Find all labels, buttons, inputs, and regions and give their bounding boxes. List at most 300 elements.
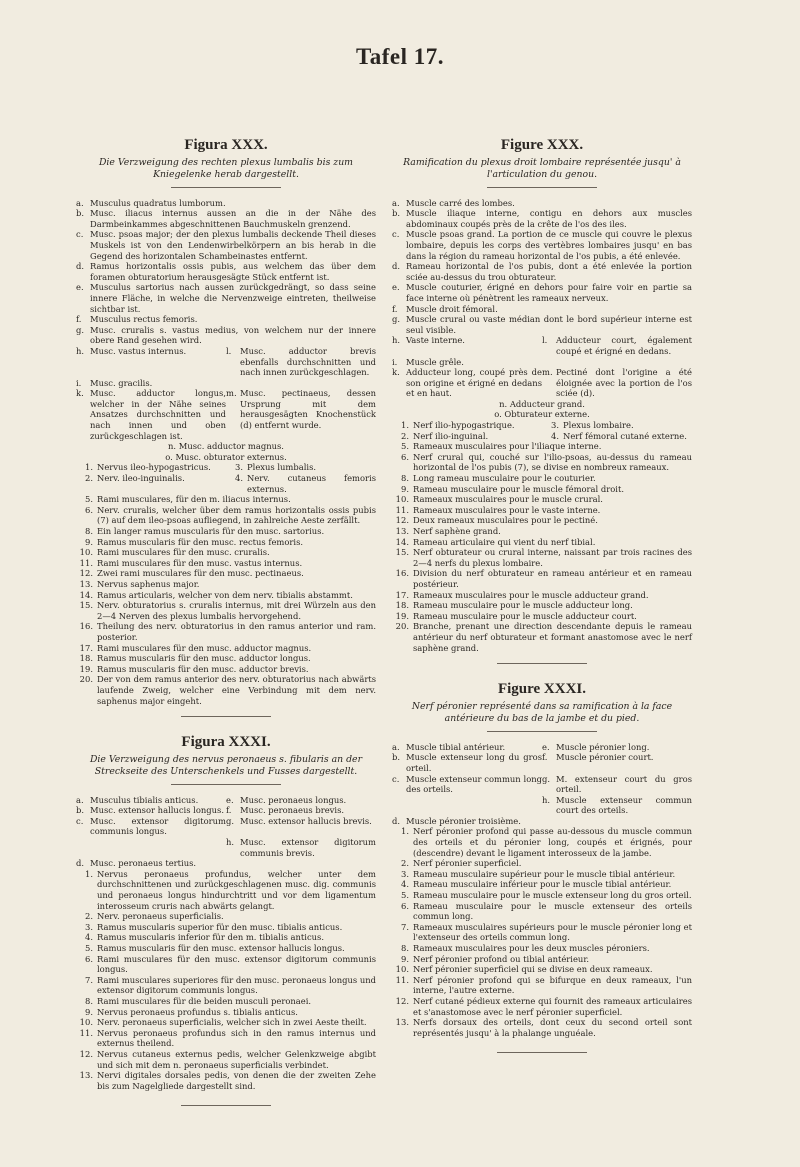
legend-pair-row (76, 816, 376, 837)
numbered-item (76, 537, 376, 548)
numbered-item (76, 643, 376, 654)
divider (171, 187, 281, 188)
item-text: Ramus articularis, welcher von dem nerv. tibialis abstammt. (97, 589, 353, 600)
legend-pair-row (392, 774, 692, 795)
numbered-item (542, 420, 692, 431)
numbered-item (76, 869, 376, 911)
item-number: 5. (85, 494, 93, 505)
item-number: 6. (401, 900, 409, 911)
numbered-pair-row (392, 420, 692, 431)
item-number: 19. (395, 610, 409, 621)
item-text: Nerv. ileo-inguinalis. (97, 473, 185, 484)
item-text: Muscle tibial antérieur. (406, 741, 506, 752)
item-label: b. (392, 752, 401, 763)
item-label: c. (392, 773, 400, 784)
legend-pair-row (392, 357, 692, 368)
numbered-item (76, 1070, 376, 1091)
divider (497, 1052, 587, 1053)
item-text: Muscle iliaque interne, contigu en dehors aux muscles abdominaux coupés près de la crête de l'os des iles. (406, 208, 692, 229)
item-text: Ramus muscularis für den musc. adductor brevis. (97, 663, 309, 674)
item-number: 12. (395, 995, 409, 1006)
item-label: f. (542, 752, 548, 763)
legend-item (392, 752, 542, 773)
item-text: Muscle crural ou vaste médian dont le bord supérieur interne est seul visible. (406, 314, 692, 335)
item-text: Muscle carré des lombes. (406, 197, 515, 208)
item-number: 10. (395, 494, 409, 505)
legend-pair-row (76, 378, 376, 389)
legend-item (542, 774, 692, 795)
item-label: g. (392, 314, 401, 325)
item-number: 11. (79, 557, 93, 568)
item-text: Ramus muscularis superior für den musc. tibialis anticus. (97, 921, 343, 932)
numbered-item (76, 674, 376, 706)
numbered-item (392, 515, 692, 526)
numbered-item (392, 420, 542, 431)
numbered-item (392, 494, 692, 505)
legend-item (392, 742, 542, 753)
numbered-item (76, 579, 376, 590)
legend-list (392, 198, 692, 654)
item-number: 16. (79, 621, 93, 632)
legend-item (392, 367, 542, 399)
item-number: 8. (85, 995, 93, 1006)
numbered-item (76, 568, 376, 579)
item-text: Muscle droit fémoral. (406, 303, 498, 314)
item-text: Rameau musculaire pour le muscle fémoral droit. (413, 483, 624, 494)
item-label: g. (542, 773, 551, 784)
item-number: 13. (79, 1070, 93, 1081)
legend-item (542, 742, 692, 753)
numbered-item (76, 473, 226, 484)
legend-item (392, 304, 692, 315)
item-label: f. (76, 314, 82, 325)
legend-pair-row (76, 858, 376, 869)
item-text: Musc. extensor digitorum communis longus. (90, 815, 226, 837)
numbered-item (392, 600, 692, 611)
legend-item: n. Musc. adductor magnus. (168, 441, 284, 452)
item-text: Ein langer ramus muscularis für den musc. sartorius. (97, 526, 325, 536)
item-label: d. (76, 858, 85, 869)
numbered-item (392, 879, 692, 890)
item-text: Ramus muscularis für den musc. adductor longus. (97, 653, 311, 664)
item-text: Musc. extensor hallucis longus. (90, 805, 224, 816)
numbered-item (76, 590, 376, 601)
item-text: Rami musculares für die beiden musculi peronaei. (97, 995, 312, 1006)
numbered-item (76, 1007, 376, 1018)
item-label: i. (392, 356, 398, 367)
numbered-item (76, 954, 376, 975)
item-text: Nerf fémoral cutané externe. (563, 430, 687, 441)
item-number: 12. (79, 1048, 93, 1059)
legend-pair-row (392, 742, 692, 753)
item-text: Nerv. peronaeus superficialis, welcher sich in zwei Aeste theilt. (97, 1017, 367, 1028)
numbered-item (76, 505, 376, 526)
legend-item (392, 229, 692, 261)
legend-pair-row (76, 805, 376, 816)
section-fig31-de (76, 734, 376, 1106)
item-number: 11. (79, 1027, 93, 1038)
numbered-item (392, 954, 692, 965)
divider (487, 731, 597, 732)
numbered-pair-row (76, 462, 376, 473)
item-label: a. (392, 741, 400, 752)
numbered-item (392, 431, 542, 442)
divider (171, 784, 281, 785)
numbered-item (392, 964, 692, 975)
item-number: 17. (395, 589, 409, 600)
numbered-item (392, 547, 692, 568)
item-text: Nervus saphenus major. (97, 578, 200, 589)
item-text: Rameaux musculaires pour le muscle adducteur grand. (413, 589, 649, 600)
item-text: M. extenseur court du gros orteil. (556, 773, 692, 795)
item-text: Ramus muscularis für den musc. rectus femoris. (97, 536, 304, 547)
legend-pair-row (76, 837, 376, 858)
numbered-item (76, 943, 376, 954)
legend-item (76, 208, 376, 229)
item-number: 9. (85, 1006, 93, 1017)
item-number: 3. (401, 868, 409, 879)
numbered-item (76, 1017, 376, 1028)
item-label: g. (226, 815, 235, 826)
numbered-item (76, 911, 376, 922)
item-number: 7. (401, 921, 409, 932)
legend-item (542, 752, 692, 763)
figure-caption: Die Verzweigung des rechten plexus lumbalis bis zum Kniegelenke herab dargestellt. (98, 156, 354, 180)
item-text: Muscle grêle. (406, 356, 464, 367)
item-text: Ramus muscularis inferior für den m. tibialis anticus. (97, 932, 325, 943)
item-number: 10. (79, 547, 93, 558)
numbered-item (392, 441, 692, 452)
item-number: 17. (79, 642, 93, 653)
numbered-item (226, 473, 376, 494)
item-text: Theilung des nerv. obturatorius in den ramus anterior und ram. posterior. (97, 621, 376, 642)
legend-item (542, 335, 692, 356)
item-number: 14. (79, 589, 93, 600)
item-number: 2. (401, 858, 409, 869)
numbered-item (392, 869, 692, 880)
item-label: b. (392, 208, 401, 219)
numbered-pair-row (76, 473, 376, 494)
item-label: f. (392, 303, 398, 314)
item-text: Musculus quadratus lumborum. (90, 197, 226, 208)
legend-item (392, 314, 692, 335)
numbered-item (76, 996, 376, 1007)
item-text: Long rameau musculaire pour le couturier. (413, 473, 596, 484)
item-text: Muscle extenseur commun court des orteils. (556, 794, 692, 816)
item-text: Nervus peronaeus profundus s. tibialis anticus. (97, 1006, 298, 1017)
item-text: Rameau musculaire pour le muscle extenseur des orteils commun long. (413, 900, 692, 922)
numbered-item (392, 996, 692, 1017)
item-label: b. (76, 208, 85, 219)
item-text: Nervus cutaneus externus pedis, welcher Gelenkzweige abgibt und sich mit dem n. peronaeus superficialis verbindet. (97, 1048, 376, 1070)
item-text: Nervi digitales dorsales pedis, von denen die der zweiten Zehe bis zum Nagelgliede dargestellt sind. (97, 1070, 376, 1091)
item-text: Muscle péronier long. (556, 741, 650, 752)
item-text: Rami musculares für den musc. vastus internus. (97, 557, 303, 568)
item-number: 20. (79, 674, 93, 685)
item-number: 4. (235, 473, 243, 484)
legend-item (76, 198, 376, 209)
legend-item: n. Adducteur grand. (499, 398, 585, 409)
numbered-item (76, 494, 376, 505)
figure-title: Figura XXXI. (181, 734, 271, 751)
item-number: 4. (551, 430, 559, 441)
item-label: d. (392, 261, 401, 272)
numbered-item (392, 858, 692, 869)
item-text: Musc. psoas major; der den plexus lumbalis deckende Theil dieses Muskels ist von den Lendenwirbelkörpern an bis herab in die Gegend des horizontalen Schambeinastes entfernt. (90, 229, 376, 261)
item-text: Pectiné dont l'origine a été éloignée avec la portion de l'os sciée (d). (556, 367, 692, 399)
numbered-item (76, 600, 376, 621)
item-text: Muscle péronier court. (556, 752, 654, 763)
item-text: Nerf péronier profond qui passe au-dessous du muscle commun des orteils et du péronier long, coupés et érignés, pour (descendre) devant le ligament interosseux de la jambe. (413, 826, 692, 858)
item-text: Rami musculares superiores für den musc. peronaeus longus und extensor digitorum communis longus. (97, 974, 376, 996)
item-label: e. (76, 282, 84, 293)
legend-pair-row (76, 388, 376, 441)
item-number: 10. (79, 1017, 93, 1028)
item-number: 8. (85, 526, 93, 536)
item-text: Musc. cruralis s. vastus medius, von welchem nur der innere obere Rand gesehen wird. (90, 324, 376, 346)
legend-pair-row (392, 795, 692, 816)
legend-item: o. Musc. obturator externus. (165, 451, 287, 462)
numbered-item (76, 547, 376, 558)
item-number: 9. (401, 483, 409, 494)
numbered-item (392, 568, 692, 589)
item-number: 10. (395, 964, 409, 975)
numbered-item (392, 526, 692, 537)
numbered-item (76, 664, 376, 675)
item-text: Nervus peronaeus profundus sich in den ramus internus und externus theilend. (97, 1027, 376, 1049)
item-label: e. (392, 282, 400, 293)
item-text: Rameau musculaire supérieur pour le muscle tibial antérieur. (413, 868, 676, 879)
numbered-item (226, 462, 376, 473)
item-text: Musc. adductor brevis ebenfalls durchschnitten und nach innen zurückgeschlagen. (240, 345, 376, 378)
numbered-item (392, 452, 692, 473)
item-text: Rami musculares für den musc. cruralis. (97, 547, 270, 558)
numbered-pair-row (392, 431, 692, 442)
right-column (392, 137, 692, 1053)
item-label: c. (76, 815, 84, 826)
item-number: 15. (79, 600, 93, 611)
item-text: Rameau musculaire pour le muscle adducteur long. (413, 600, 633, 611)
section-fig30-de (76, 137, 376, 706)
legend-pair-row (76, 346, 376, 378)
item-text: Rameaux musculaires pour le vaste interne. (413, 504, 601, 515)
item-number: 15. (395, 547, 409, 558)
item-label: k. (392, 367, 400, 378)
legend-item (226, 346, 376, 378)
legend-item (76, 795, 226, 806)
item-text: Rami musculares, für den m. iliacus internus. (97, 494, 291, 505)
numbered-item (392, 611, 692, 622)
divider (497, 663, 587, 664)
item-number: 5. (85, 943, 93, 953)
numbered-item (392, 890, 692, 901)
item-text: Muscle péronier troisième. (406, 815, 521, 826)
item-text: Branche, prenant une direction descendante depuis le rameau antérieur du nerf obturateur et formant anastomose avec le nerf saphène grand. (413, 621, 692, 653)
item-text: Nervus peronaeus profundus, welcher unter dem durchschnittenen und zurückgeschlagenen musc. dig. communis und peronaeus longus hindurchtritt und vor dem ligamentum interosseum cruris nach abwärts gelangt. (97, 868, 376, 911)
item-label: h. (542, 794, 551, 805)
figure-title: Figura XXX. (184, 137, 268, 153)
item-label: l. (226, 345, 232, 356)
item-text: Rami musculares für den musc. adductor magnus. (97, 642, 312, 653)
item-label: a. (76, 794, 84, 805)
numbered-item (392, 505, 692, 516)
item-text: Rameaux musculaires pour le muscle crural. (413, 494, 603, 505)
numbered-item (392, 484, 692, 495)
legend-pair-row (392, 367, 692, 399)
item-number: 3. (85, 921, 93, 932)
item-number: 11. (395, 974, 409, 985)
numbered-item (542, 431, 692, 442)
numbered-item (392, 922, 692, 943)
numbered-item (76, 932, 376, 943)
numbered-item (392, 473, 692, 484)
item-number: 5. (401, 890, 409, 901)
section-fig31-fr (392, 681, 692, 1053)
item-label: e. (542, 741, 550, 752)
legend-item (226, 805, 376, 816)
legend-item (76, 346, 226, 357)
divider (487, 187, 597, 188)
legend-item (76, 858, 226, 869)
item-number: 9. (85, 536, 93, 547)
legend-item: o. Obturateur externe. (494, 409, 590, 420)
legend-item (76, 314, 376, 325)
item-text: Der von dem ramus anterior des nerv. obturatorius nach abwärts laufende Zweig, welcher eine Verbindung mit dem nerv. saphenus major eingeht. (97, 674, 376, 706)
item-text: Nerf péronier profond qui se bifurque en deux rameaux, l'un interne, l'autre externe. (413, 974, 692, 996)
legend-item (392, 816, 542, 827)
item-number: 6. (85, 953, 93, 964)
item-text: Musculus rectus femoris. (90, 314, 198, 325)
numbered-item (76, 621, 376, 642)
figure-title: Figure XXX. (500, 137, 584, 153)
item-number: 8. (401, 943, 409, 953)
item-text: Nerf cutané pédieux externe qui fournit des rameaux articulaires et s'anastomose avec le nerf péronier superficiel. (413, 995, 692, 1017)
item-number: 19. (79, 663, 93, 674)
numbered-item (392, 621, 692, 653)
section-fig30-fr (392, 137, 692, 653)
item-number: 3. (235, 462, 243, 473)
item-text: Ramus muscularis für den musc. extensor hallucis longus. (97, 943, 345, 953)
legend-pair-row (76, 795, 376, 806)
numbered-item (392, 901, 692, 922)
item-text: Plexus lumbalis. (247, 462, 317, 473)
item-text: Division du nerf obturateur en rameau antérieur et en rameau postérieur. (413, 568, 692, 589)
item-text: Rameaux musculaires supérieurs pour le muscle péronier long et l'extenseur des orteils commun long. (413, 921, 692, 943)
item-text: Rameau musculaire inférieur pour le muscle tibial antérieur. (413, 879, 672, 890)
item-number: 2. (401, 430, 409, 441)
item-label: e. (226, 794, 234, 805)
numbered-item (76, 922, 376, 933)
item-text: Musc. pectinaeus, dessen Ursprung mit dem herausgesägten Knochenstück (d) entfernt wurde. (240, 388, 376, 431)
item-text: Nerf ilio-hypogastrique. (413, 420, 515, 431)
left-column (76, 137, 376, 1106)
item-label: h. (392, 335, 401, 346)
item-number: 13. (395, 1017, 409, 1028)
item-text: Musculus sartorius nach aussen zurückgedrängt, so dass seine innere Fläche, in welche die Nervenzweige eintreten, theilweise sichtbar ist. (90, 282, 376, 314)
page-title: Tafel 17. (356, 44, 444, 69)
item-number: 6. (401, 451, 409, 462)
item-text: Ramus horizontalis ossis pubis, aus welchem das über dem foramen obturatorium herausgesägte Stück entfernt ist. (90, 261, 376, 282)
item-text: Adducteur long, coupé près de son origine et érigné en dedans et en haut. (406, 367, 542, 399)
item-label: m. (542, 367, 553, 378)
item-label: h. (76, 345, 85, 356)
item-label: f. (226, 805, 232, 816)
item-label: c. (76, 229, 84, 240)
legend-item (392, 208, 692, 229)
item-label: k. (76, 388, 84, 399)
item-number: 20. (395, 621, 409, 632)
legend-item (226, 816, 376, 827)
legend-item (76, 325, 376, 346)
legend-list (76, 795, 376, 1092)
item-text: Nerfs dorsaux des orteils, dont ceux du second orteil sont représentés jusqu' à la phalange unguéale. (413, 1017, 692, 1038)
item-text: Rameau horizontal de l'os pubis, dont a été enlevée la portion sciée au-dessus du trou obturateur. (406, 261, 692, 282)
item-text: Nerf ilio-inguinal. (413, 430, 489, 441)
item-text: Nerv. cruralis, welcher über dem ramus horizontalis ossis pubis (7) auf dem ileo-psoas aufliegend, in zahlreiche Aeste zerfällt. (97, 504, 376, 526)
item-label: b. (76, 805, 85, 816)
item-label: a. (392, 197, 400, 208)
legend-item (76, 388, 226, 441)
numbered-item (76, 653, 376, 664)
item-label: g. (76, 324, 85, 335)
legend-pair-row (392, 752, 692, 773)
item-number: 2. (85, 473, 93, 484)
legend-item (392, 282, 692, 303)
figure-caption: Die Verzweigung des nervus peronaeus s. fibularis an der Streckseite des Unterschenkels und Fusses dargestellt. (89, 753, 363, 777)
item-text: Nerf saphène grand. (413, 526, 501, 536)
item-number: 9. (401, 953, 409, 964)
item-label: c. (392, 229, 400, 240)
item-text: Zwei rami musculares für den musc. pectinaeus. (97, 568, 304, 579)
item-text: Musc. vastus internus. (90, 345, 187, 356)
item-number: 6. (85, 504, 93, 515)
numbered-item (392, 1017, 692, 1038)
figure-caption: Nerf péronier représenté dans sa ramification à la face antérieure du bas de la jambe et du pied. (411, 700, 673, 724)
item-number: 18. (79, 653, 93, 664)
item-number: 1. (401, 420, 409, 431)
item-text: Muscle couturier, érigné en dehors pour faire voir en partie sa face interne où pénètrent les rameaux nerveux. (406, 282, 692, 303)
item-text: Musc. peronaeus longus. (240, 794, 347, 805)
item-text: Musculus tibialis anticus. (90, 794, 199, 805)
item-number: 4. (401, 879, 409, 890)
item-number: 18. (395, 600, 409, 611)
item-number: 1. (401, 826, 409, 837)
numbered-item (76, 1028, 376, 1049)
item-number: 2. (85, 911, 93, 922)
item-label: a. (76, 197, 84, 208)
item-number: 13. (79, 578, 93, 589)
numbered-item (392, 590, 692, 601)
item-label: h. (226, 837, 235, 848)
item-number: 3. (551, 420, 559, 431)
item-text: Muscle extenseur commun long des orteils. (406, 773, 542, 795)
item-label: d. (392, 815, 401, 826)
item-text: Nerv. obturatorius s. cruralis internus, mit drei Würzeln aus den 2—4 Nerven des plexus lumbalis hervorgehend. (97, 600, 376, 621)
item-label: l. (542, 335, 548, 346)
legend-item (542, 795, 692, 816)
item-text: Nerf crural qui, couché sur l'ilio-psoas, au-dessus du rameau horizontal de l'os pubis (7), se divise en nombreux rameaux. (413, 451, 692, 473)
legend-item (542, 367, 692, 399)
item-number: 5. (401, 441, 409, 452)
item-number: 16. (395, 568, 409, 579)
item-number: 4. (85, 932, 93, 943)
legend-pair-row (392, 335, 692, 356)
divider (181, 1105, 271, 1106)
legend-item (392, 774, 542, 795)
item-label: i. (76, 377, 82, 388)
numbered-item (76, 1049, 376, 1070)
legend-list (76, 198, 376, 707)
